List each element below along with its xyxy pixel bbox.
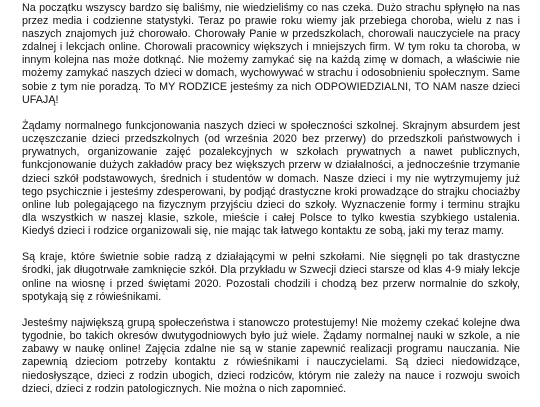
paragraph-demands: Żądamy normalnego funkcjonowania naszych dzieci w społeczności szkolnej. Skrajnym absurdem jest uczęszczanie dzieci przedszkolnych (od września 2020 bez przerwy) do przedszkoli państwowych i prywatnych, organizowanie zajęć pozalekcyjnych w szkołach prywatnych a nawet publicznych, funkcjonowanie dużych zakładów pracy bez większych przerw w działalności, a jednocześnie trzymanie dzieci szkół podstawowych, średnich i studentów w domach. Nasze dzieci i my nie wytrzymujemy już tego psychicznie i jesteśmy zdesperowani, by podjąć drastyczne kroki prowadzące do strajku chociażby online lub polegającego na fizycznym przyjściu dzieci do szkoły. Wyznaczenie formy i terminu strajku dla wszystkich w naszej klasie, szkole, mieście i całej Polsce to tylko kwestia szybkiego ustalenia. Kiedyś dzieci i rodzice organizowali się, nie mając tak łatwego kontaktu ze sobą, jaki my teraz mamy. <box>22 120 520 237</box>
paragraph-protest: Jesteśmy największą grupą społeczeństwa i stanowczo protestujemy! Nie możemy czekać kolejne dwa tygodnie, bo takich okresów dwutygodniowych było już wiele. Żądamy normalnej nauki w szkole, a nie zabawy w naukę online! Zajęcia zdalne nie są w stanie zapewnić realizacji programu nauczania. Nie zapewnią dzieciom potrzeby kontaktu z rówieśnikami i nauczycielami. Są dzieci niedowidzące, niedosłyszące, dzieci z rodzin ubogich, dzieci rodziców, którym nie zależy na nauce i rozwoju swoich dzieci, dzieci z rodzin patologicznych. Nie można o nich zapomnieć. <box>22 317 520 395</box>
paragraph-intro: Na początku wszyscy bardzo się baliśmy, nie wiedzieliśmy co nas czeka. Dużo strachu spłynęło na nas przez media i codzienne statystyki. Teraz po prawie roku wiemy jak przebiega choroba, wielu z nas i naszych znajomych już chorowało. Chorowały Panie w przedszkolach, chorowali nauczyciele na pracy zdalnej i lekcjach online. Chorowali pracownicy większych i mniejszych firm. W tym roku ta choroba, w innym kolejna nas może dotknąć. Nie możemy zamykać się na każdą zimę w domach, a właściwie nie możemy zamykać naszych dzieci w domach, wychowywać w strachu i odosobnieniu społecznym. Same sobie z tym nie poradzą. To MY RODZICE jesteśmy za nich ODPOWIEDZIALNI, TO NAM nasze dzieci UFAJĄ! <box>22 2 520 106</box>
paragraph-other-countries: Są kraje, które świetnie sobie radzą z działającymi w pełni szkołami. Nie sięgnęli po tak drastyczne środki, jak długotrwałe zamknięcie szkół. Dla przykładu w Szwecji dzieci starsze od klas 4-9 miały lekcje online na wiosnę i przed świętami 2020. Pozostali chodzili i chodzą bez przerw normalnie do szkoły, spotykają się z rówieśnikami. <box>22 251 520 303</box>
